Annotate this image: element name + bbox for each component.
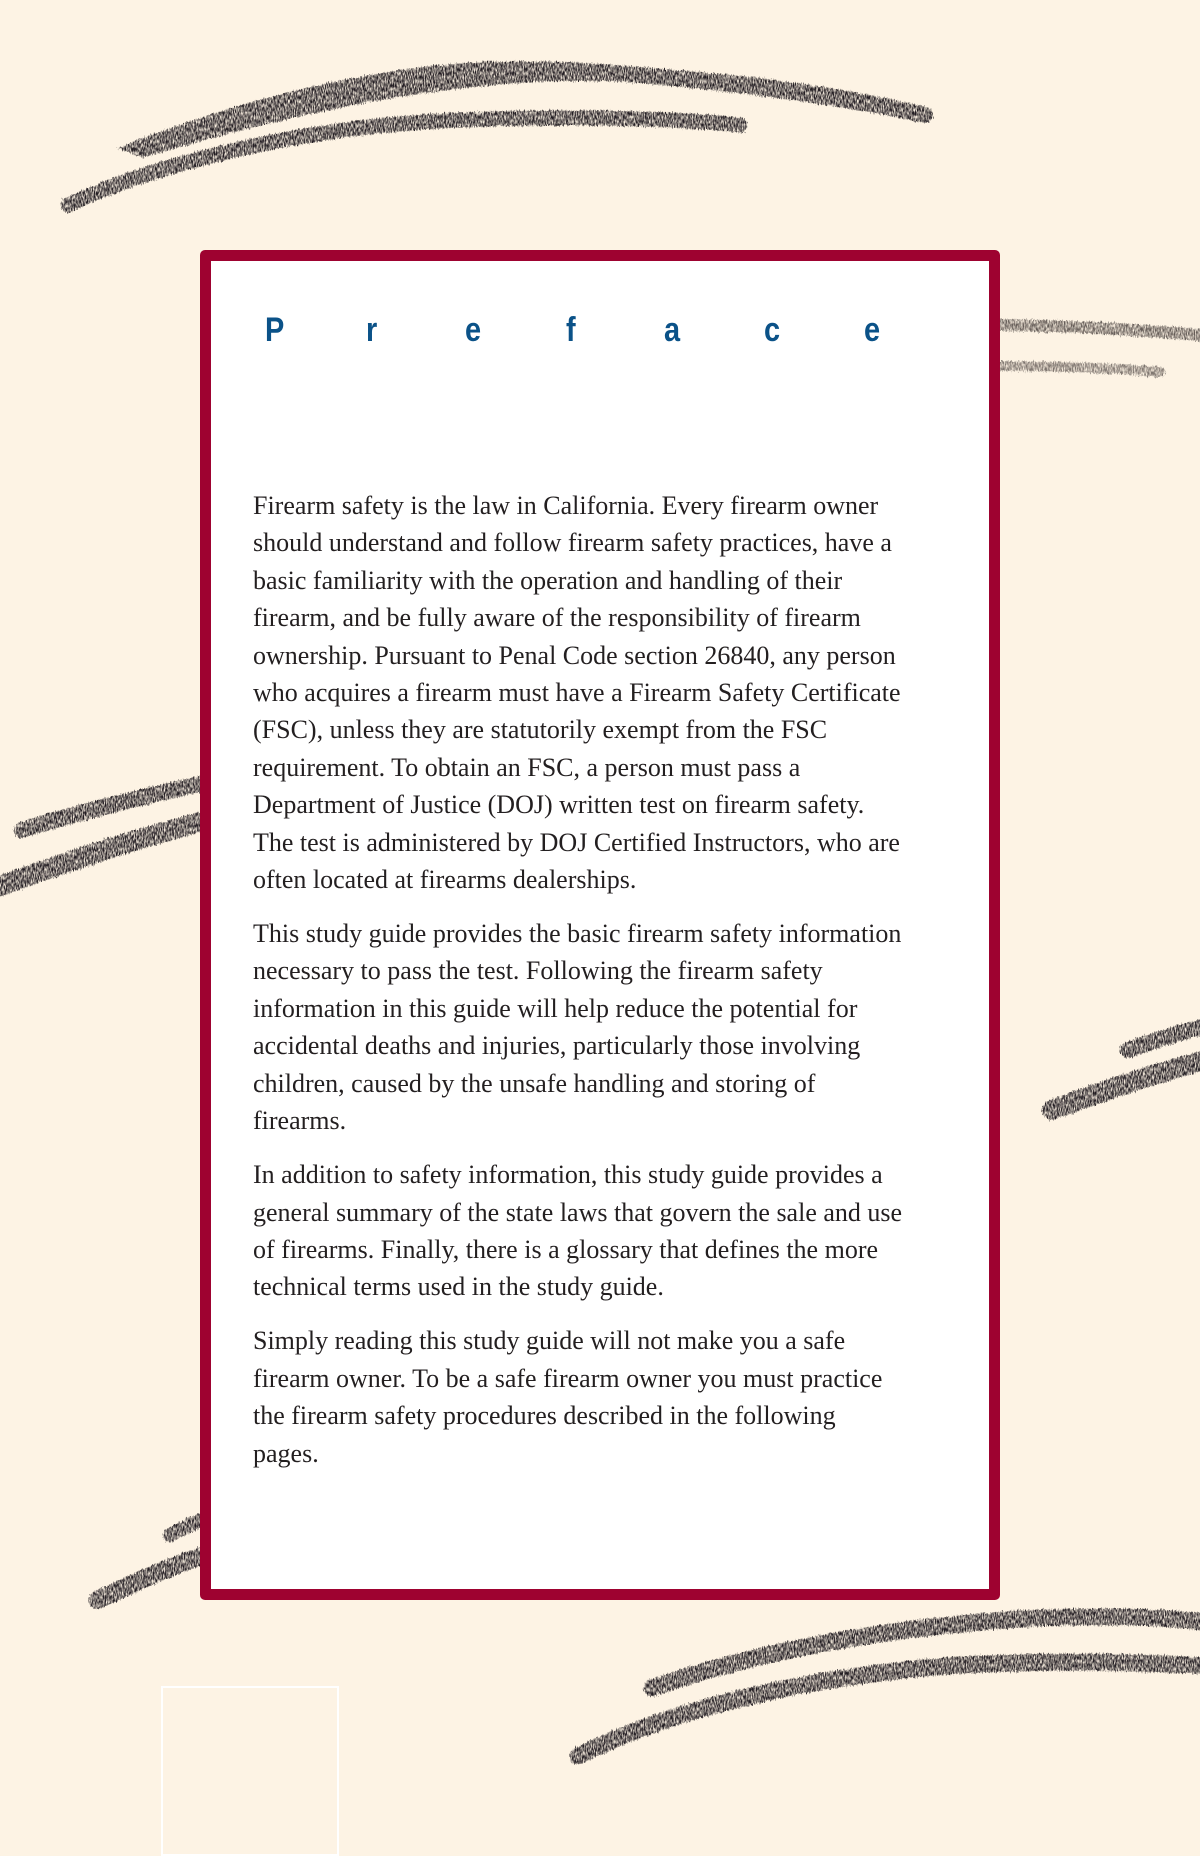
title-letter: e [864, 311, 881, 349]
text-line: of firearms. Finally, there is a glossary that defines the more [253, 1234, 879, 1264]
text-line: In addition to safety information, this study guide provides a [253, 1160, 883, 1190]
text-line: Simply reading this study guide will not make you a safe [253, 1326, 846, 1356]
title-letter: c [764, 311, 781, 349]
text-line: basic familiarity with the operation and handling of their [253, 565, 843, 595]
text-line: technical terms used in the study guide. [253, 1272, 664, 1302]
text-line: general summary of the state laws that govern the sale and use [253, 1197, 903, 1227]
text-line: often located at firearms dealerships. [253, 865, 637, 895]
text-line: the firearm safety procedures described in the following [253, 1401, 836, 1431]
blank-outline-box [161, 1686, 339, 1856]
text-line: The test is administered by DOJ Certified Instructors, who are [253, 827, 900, 857]
title-letter: P [265, 311, 285, 349]
text-line: information in this guide will help reduce the potential for [253, 993, 858, 1023]
page-title [211, 261, 989, 361]
paragraph-practice [253, 1322, 973, 1472]
title-letter: e [465, 311, 482, 349]
title-letter: f [566, 311, 576, 349]
text-line: necessary to pass the test. Following the firearm safety [253, 956, 823, 986]
text-line: pages. [253, 1438, 319, 1468]
paragraph-laws-summary [253, 1156, 973, 1306]
brush-stroke-icon [138, 68, 925, 150]
text-line: accidental deaths and injuries, particularly those involving [253, 1031, 861, 1061]
paragraph-study-guide [253, 915, 973, 1139]
text-line: should understand and follow firearm safety practices, have a [253, 528, 892, 558]
brush-stroke-icon [68, 118, 740, 205]
text-line: (FSC), unless they are statutorily exempt from the FSC [253, 715, 828, 745]
text-line: This study guide provides the basic firearm safety information [253, 919, 902, 949]
text-line: firearm, and be fully aware of the responsibility of firearm [253, 603, 861, 633]
title-letter: a [664, 311, 681, 349]
text-line: Department of Justice (DOJ) written test on firearm safety. [253, 790, 865, 820]
text-line: requirement. To obtain an FSC, a person must pass a [253, 752, 801, 782]
preface-body [253, 487, 973, 1489]
text-line: firearm owner. To be a safe firearm owner you must practice [253, 1363, 883, 1393]
text-line: firearms. [253, 1106, 347, 1136]
text-line: children, caused by the unsafe handling and storing of [253, 1068, 816, 1098]
preface-frame [200, 250, 1000, 1600]
title-letter: r [366, 311, 378, 349]
text-line: who acquires a firearm must have a Firearm Safety Certificate [253, 678, 901, 708]
text-line: Firearm safety is the law in California. Every firearm owner [253, 491, 879, 520]
paragraph-intro [253, 487, 973, 898]
text-line: ownership. Pursuant to Penal Code section 26840, any person [253, 640, 896, 670]
